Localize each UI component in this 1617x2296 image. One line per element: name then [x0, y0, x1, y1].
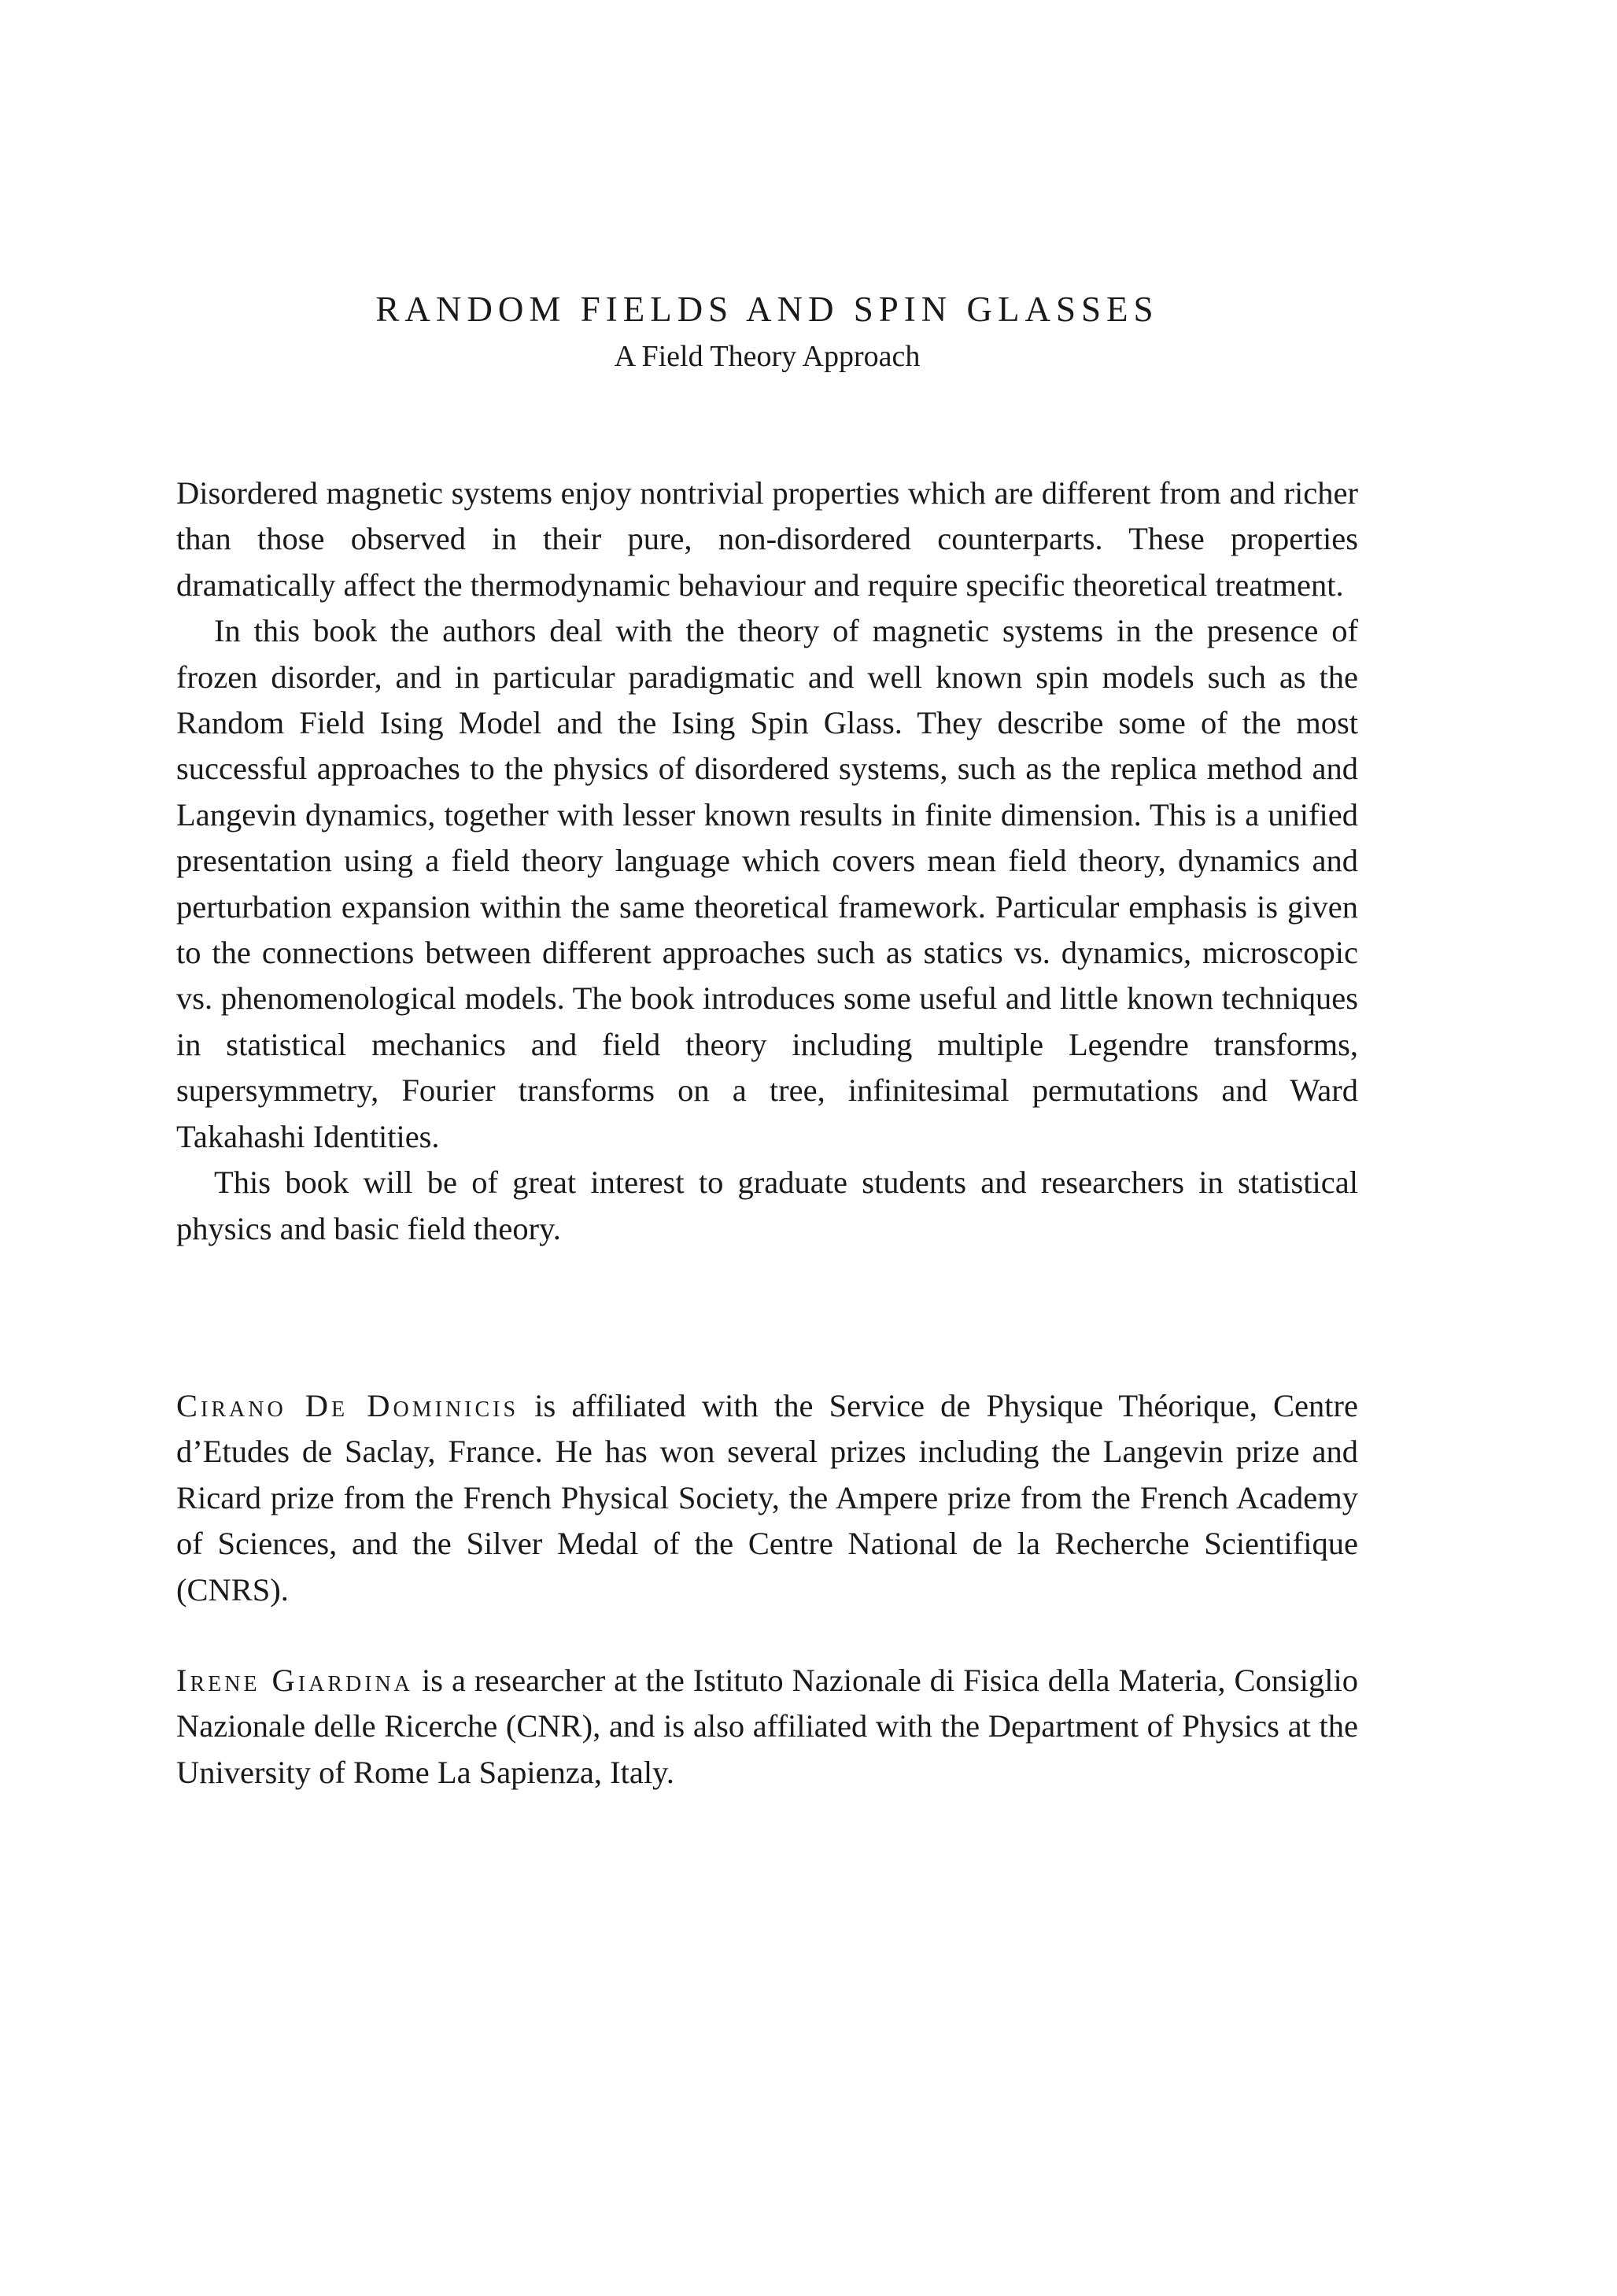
author-bio-2-text	[176, 1658, 1358, 1796]
description-paragraph-2: In this book the authors deal with the theory of magnetic systems in the presence of frozen disorder, and in particular paradigmatic and well known spin models such as the Random Field Ising Model and the Ising Spin Glass. They describe some of the most successful approaches to the physics of disordered systems, such as the replica method and Langevin dynamics, together with lesser known results in finite dimension. This is a unified presentation using a field theory language which covers mean field theory, dynamics and perturbation expansion within the same theoretical framework. Particular emphasis is given to the connections between different approaches such as statics vs. dynamics, microscopic vs. phenomenological models. The book introduces some useful and little known techniques in statistical mechanics and field theory including multiple Legendre transforms, supersymmetry, Fourier transforms on a tree, infinitesimal permutations and Ward Takahashi Identities.	[176, 613, 1358, 1154]
book-subtitle: A Field Theory Approach	[614, 340, 921, 373]
author-bio-2	[176, 1658, 1358, 1796]
author-bio-1-body: is affiliated with the Service de Physique Théorique, Centre d’Etudes de Saclay, France. He has won several prizes including the Langevin prize and Ricard prize from the French Physical Society, the Ampere prize from the French Academy of Sciences, and the Silver Medal of the Centre National de la Recherche Scientifique (CNRS).	[176, 1388, 1358, 1608]
author-bio-1-text	[176, 1383, 1358, 1613]
author-name-2: Irene Giardina	[176, 1663, 414, 1698]
book-description	[176, 471, 1358, 1252]
author-bio-2-body: is a researcher at the Istituto Nazionale di Fisica della Materia, Consiglio Nazionale delle Ricerche (CNR), and is also affiliated with the Department of Physics at the University of Rome La Sapienza, Italy.	[176, 1663, 1359, 1790]
book-title: RANDOM FIELDS AND SPIN GLASSES	[375, 290, 1159, 329]
description-paragraph-1: Disordered magnetic systems enjoy nontrivial properties which are different from and richer than those observed in their pure, non-disordered counterparts. These properties dramatically affect the thermodynamic behaviour and require specific theoretical treatment.	[176, 475, 1358, 603]
author-bio-1	[176, 1383, 1358, 1613]
author-name-1: Cirano De Dominicis	[176, 1388, 519, 1423]
description-paragraph-3: This book will be of great interest to graduate students and researchers in statistical physics and basic field theory.	[176, 1165, 1358, 1246]
